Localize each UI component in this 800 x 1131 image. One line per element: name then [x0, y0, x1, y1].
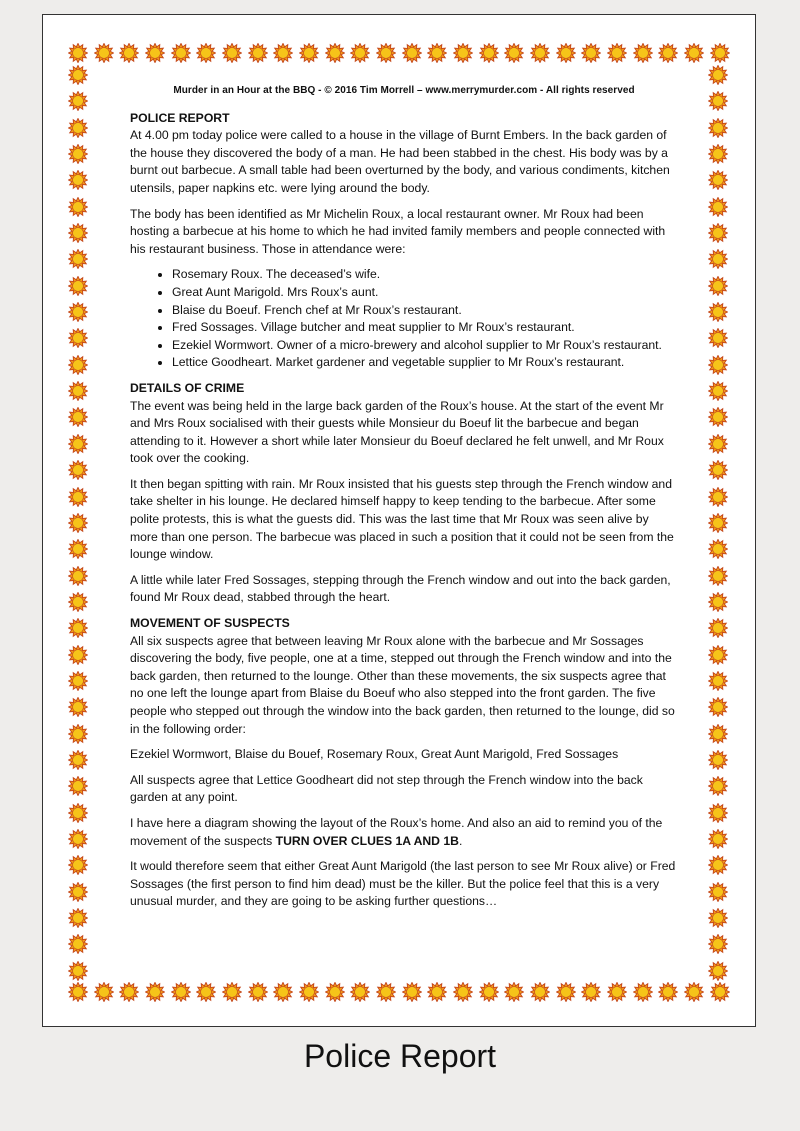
sun-icon [633, 982, 653, 1002]
sun-icon [708, 118, 728, 138]
sun-icon [556, 43, 576, 63]
sun-icon [68, 645, 88, 665]
sun-icon [68, 776, 88, 796]
sun-icon [273, 982, 293, 1002]
list-item: • Great Aunt Marigold. Mrs Roux’s aunt. [172, 284, 678, 302]
sun-icon [299, 982, 319, 1002]
sun-icon [607, 982, 627, 1002]
sun-icon [710, 43, 730, 63]
sun-icon [708, 276, 728, 296]
clue-instruction: TURN OVER CLUES 1A AND 1B [275, 833, 459, 848]
sun-border-bottom [68, 982, 730, 1004]
sun-icon [68, 381, 88, 401]
sun-icon [68, 618, 88, 638]
sun-icon [530, 982, 550, 1002]
sun-icon [68, 91, 88, 111]
sun-icon [684, 43, 704, 63]
sun-icon [581, 982, 601, 1002]
sun-icon [708, 355, 728, 375]
sun-icon [708, 513, 728, 533]
sun-icon [222, 43, 242, 63]
paragraph [130, 815, 678, 850]
sun-icon [68, 803, 88, 823]
sun-icon [376, 43, 396, 63]
sun-icon [68, 355, 88, 375]
copyright-header: Murder in an Hour at the BBQ - © 2016 Tim Morrell – www.merrymurder.com - All rights reserved [173, 85, 635, 96]
paragraph: The body has been identified as Mr Michelin Roux, a local restaurant owner. Mr Roux had been hosting a barbecue at his home to which he had invited family members and people connected with his restaurant business. Those in attendance were: [130, 206, 666, 256]
sun-icon [708, 803, 728, 823]
paragraph: At 4.00 pm today police were called to a house in the village of Burnt Embers. In the back garden of the house they discovered the body of a man. He had been stabbed in the chest. His body was by a burnt out barbecue. A small table had been overturned by the body, and various condiments, kitchen utensils, paper napkins etc. were lying around the body. [130, 128, 670, 195]
sun-icon [708, 829, 728, 849]
details-of-crime-heading: DETAILS OF CRIME [130, 380, 245, 395]
sun-icon [708, 539, 728, 559]
sun-icon [68, 118, 88, 138]
sun-icon [708, 328, 728, 348]
sun-icon [68, 750, 88, 770]
sun-icon [222, 982, 242, 1002]
sun-icon [708, 671, 728, 691]
sun-icon [708, 961, 728, 981]
sun-icon [708, 65, 728, 85]
sun-icon [68, 829, 88, 849]
sun-icon [68, 539, 88, 559]
sun-icon [68, 197, 88, 217]
sun-icon [68, 934, 88, 954]
sun-icon [504, 982, 524, 1002]
sun-icon [607, 43, 627, 63]
sun-icon [68, 982, 88, 1002]
sun-icon [68, 65, 88, 85]
police-report-heading: POLICE REPORT [130, 110, 230, 125]
sun-icon [68, 460, 88, 480]
sun-icon [427, 982, 447, 1002]
sun-icon [68, 671, 88, 691]
paragraph: It would therefore seem that either Great Aunt Marigold (the last person to see Mr Roux alive) or Fred Sossages (the first person to find him dead) must be the killer. But the police feel that this is a very unusual murder, and they are going to be asking further questions… [130, 859, 676, 909]
sun-icon [708, 381, 728, 401]
sun-icon [479, 982, 499, 1002]
sun-icon [402, 982, 422, 1002]
sun-icon [68, 724, 88, 744]
sun-icon [94, 982, 114, 1002]
paragraph: All suspects agree that Lettice Goodheart did not step through the French window into the back garden at any point. [130, 772, 643, 805]
paragraph: All six suspects agree that between leaving Mr Roux alone with the barbecue and Mr Sossages discovering the body, five people, one at a time, stepped out through the French window and into the back garden, then returned to the lounge. Other than these movements, the six suspects agree that no one left the lounge apart from Blaise du Boeuf who also stepped into the front garden. The five people who stepped out through the window into the back garden, then returned to the lounge, did so in the following order: [130, 633, 675, 736]
attendee-list [130, 266, 678, 372]
sun-icon [402, 43, 422, 63]
list-item: • Rosemary Roux. The deceased’s wife. [172, 266, 678, 284]
sun-icon [68, 487, 88, 507]
sun-icon [708, 407, 728, 427]
document-content [130, 82, 678, 919]
sun-icon [68, 144, 88, 164]
sun-icon [299, 43, 319, 63]
sun-icon [708, 645, 728, 665]
sun-icon [119, 43, 139, 63]
list-item: • Fred Sossages. Village butcher and meat supplier to Mr Roux’s restaurant. [172, 319, 678, 337]
sun-icon [708, 249, 728, 269]
sun-icon [196, 43, 216, 63]
sun-icon [68, 43, 88, 63]
sun-icon [350, 982, 370, 1002]
sun-icon [68, 434, 88, 454]
sun-icon [68, 170, 88, 190]
sun-icon [68, 276, 88, 296]
paragraph: The event was being held in the large back garden of the Roux’s house. At the start of the event Mr and Mrs Roux socialised with their guests while Monsieur du Boeuf lit the barbecue and began attending to it. However a short while later Monsieur du Boeuf declared he felt unwell, and Mr Roux took over the cooking. [130, 398, 664, 466]
sun-icon [479, 43, 499, 63]
sun-icon [248, 43, 268, 63]
sun-icon [530, 43, 550, 63]
list-item: • Lettice Goodheart. Market gardener and vegetable supplier to Mr Roux’s restaurant. [172, 354, 678, 372]
sun-icon [171, 982, 191, 1002]
sun-icon [453, 43, 473, 63]
sun-icon [708, 697, 728, 717]
paragraph-end: . [458, 833, 463, 848]
sun-icon [68, 908, 88, 928]
sun-border-right [708, 65, 730, 981]
sun-icon [581, 43, 601, 63]
sun-icon [708, 91, 728, 111]
sun-icon [684, 982, 704, 1002]
suspect-order: Ezekiel Wormwort, Blaise du Bouef, Rosemary Roux, Great Aunt Marigold, Fred Sossages [130, 747, 619, 762]
movement-of-suspects-heading: MOVEMENT OF SUSPECTS [130, 616, 290, 631]
sun-icon [708, 908, 728, 928]
sun-icon [68, 592, 88, 612]
sun-icon [325, 982, 345, 1002]
sun-icon [196, 982, 216, 1002]
sun-icon [708, 302, 728, 322]
sun-icon [658, 982, 678, 1002]
sun-icon [708, 434, 728, 454]
list-item: • Ezekiel Wormwort. Owner of a micro-brewery and alcohol supplier to Mr Roux’s restaurant. [172, 337, 678, 355]
sun-icon [708, 223, 728, 243]
sun-icon [171, 43, 191, 63]
sun-icon [68, 407, 88, 427]
sun-icon [376, 982, 396, 1002]
sun-icon [273, 43, 293, 63]
paragraph-text: I have here a diagram showing the layout of the Roux’s home. And also an aid to remind you of the movement of the suspects [130, 815, 663, 848]
sun-icon [708, 487, 728, 507]
sun-icon [708, 882, 728, 902]
sun-icon [350, 43, 370, 63]
sun-icon [453, 982, 473, 1002]
sun-icon [68, 249, 88, 269]
sun-icon [708, 170, 728, 190]
list-item: • Blaise du Boeuf. French chef at Mr Roux’s restaurant. [172, 302, 678, 320]
sun-icon [68, 697, 88, 717]
sun-icon [94, 43, 114, 63]
sun-icon [145, 982, 165, 1002]
sun-icon [119, 982, 139, 1002]
sun-icon [325, 43, 345, 63]
sun-border-top [68, 43, 730, 65]
sun-icon [427, 43, 447, 63]
sun-icon [145, 43, 165, 63]
sun-icon [708, 460, 728, 480]
sun-icon [710, 982, 730, 1002]
sun-icon [556, 982, 576, 1002]
paragraph: It then began spitting with rain. Mr Roux insisted that his guests step through the French window and take shelter in his lounge. He declared himself happy to keep tending to the barbecue. After some polite protests, this is what the guests did. This was the last time that Mr Roux was seen alive by more than one person. The barbecue was placed in such a position that it could not be seen from the lounge window. [130, 476, 674, 562]
sun-border-left [68, 65, 90, 981]
sun-icon [68, 302, 88, 322]
sun-icon [68, 223, 88, 243]
sun-icon [708, 197, 728, 217]
sun-icon [708, 618, 728, 638]
sun-icon [708, 855, 728, 875]
sun-icon [708, 724, 728, 744]
sun-icon [68, 961, 88, 981]
sun-icon [658, 43, 678, 63]
sun-icon [68, 328, 88, 348]
sun-icon [708, 144, 728, 164]
sun-icon [708, 566, 728, 586]
sun-icon [708, 750, 728, 770]
sun-icon [633, 43, 653, 63]
sun-icon [708, 776, 728, 796]
sun-icon [68, 566, 88, 586]
page-caption: Police Report [303, 1038, 497, 1074]
sun-icon [504, 43, 524, 63]
paragraph: A little while later Fred Sossages, stepping through the French window and out into the back garden, found Mr Roux dead, stabbed through the heart. [130, 572, 671, 605]
sun-icon [68, 855, 88, 875]
sun-icon [68, 513, 88, 533]
sun-icon [248, 982, 268, 1002]
sun-icon [68, 882, 88, 902]
sun-icon [708, 934, 728, 954]
sun-icon [708, 592, 728, 612]
